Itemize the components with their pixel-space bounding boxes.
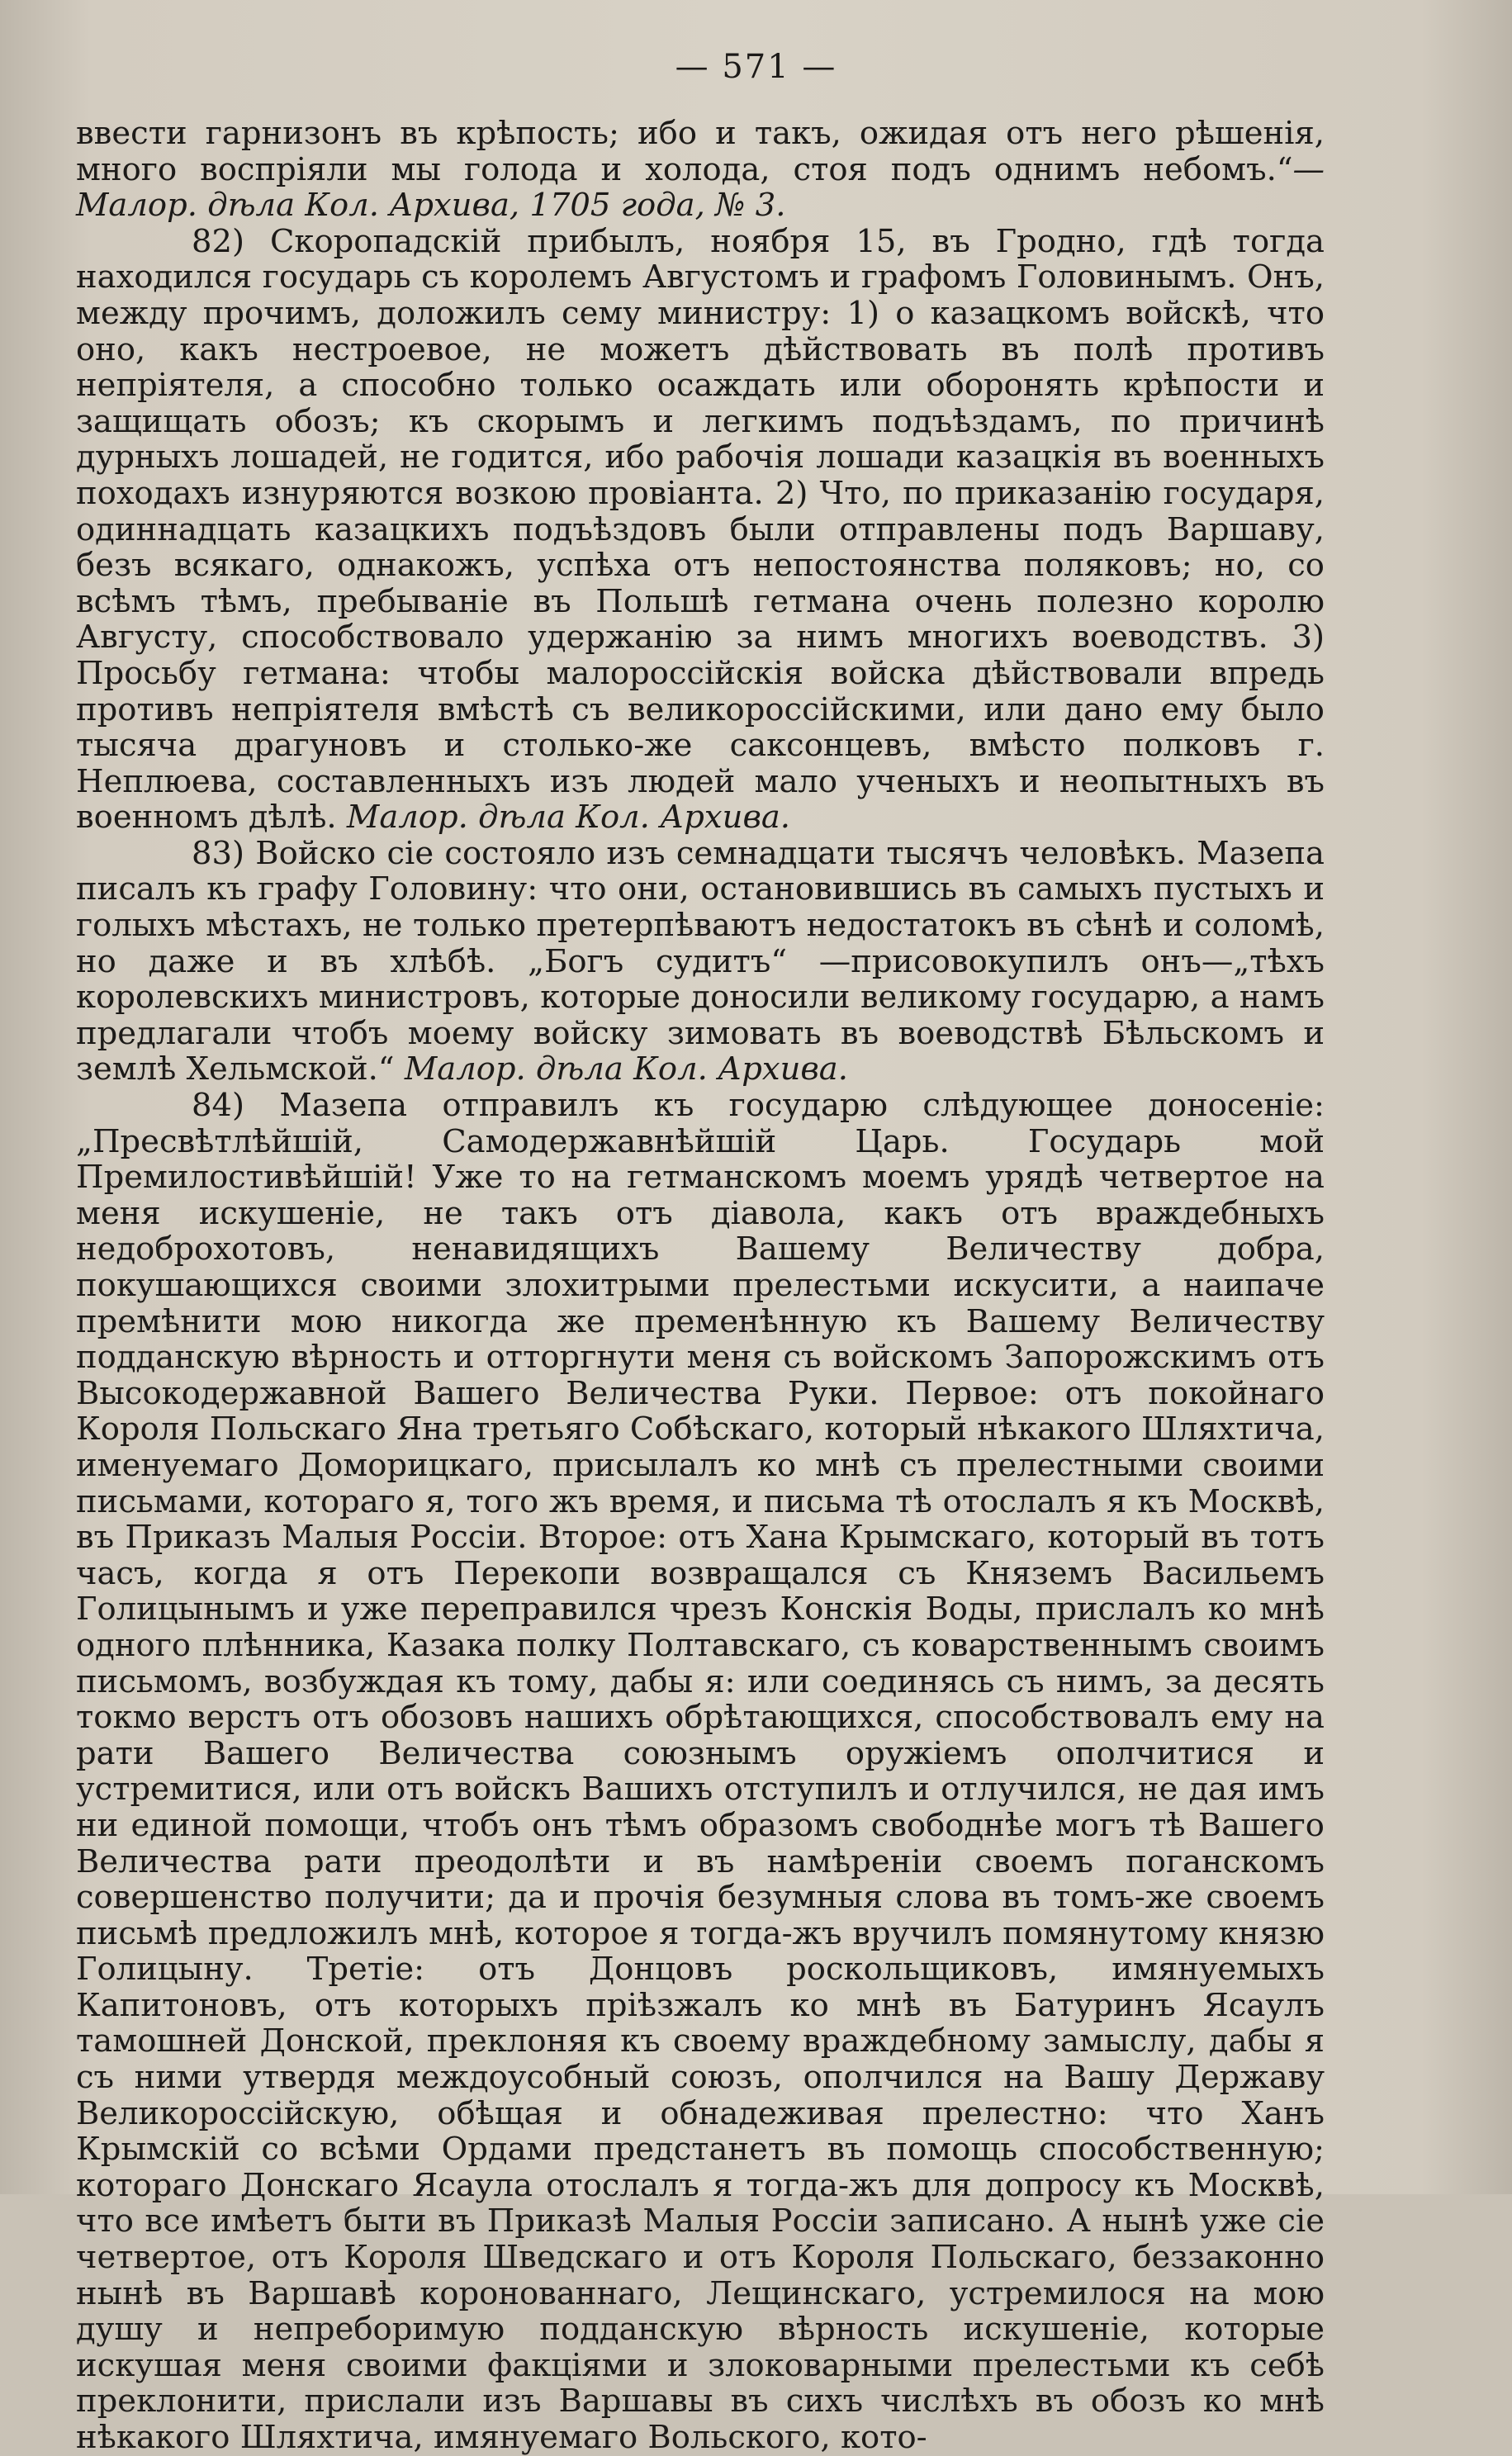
paragraph-82: [76, 224, 1325, 836]
paragraph-text: ввести гарнизонъ въ крѣпость; ибо и такъ, ожидая отъ него рѣшенія, много воспріяли мы голода и холода, стоя подъ однимъ небомъ.“: [76, 115, 1325, 188]
source-note: Малор. дѣла Кол. Архива.: [404, 1050, 848, 1088]
body-text: [76, 116, 1325, 2456]
page-number: — 571 —: [675, 48, 837, 86]
paragraph-text: 84) Мазепа отправилъ къ государю слѣдующее доносеніе: „Пресвѣтлѣйшій, Самодержавнѣйшій Царь. Государь мой Премилостивѣйшій! Уже то на гетманскомъ моемъ урядѣ четвертое на меня искушеніе, не такъ отъ діавола, какъ отъ враждебныхъ недоброхотовъ, ненавидящихъ Вашему Величеству добра, покушающихся своими злохитрыми прелестьми искусити, а наипаче премѣнити мою никогда же пременѣнную къ Вашему Величеству подданскую вѣрность и отторгнути меня съ войскомъ Запорожскимъ отъ Высокодержавной Вашего Величества Руки. Первое: отъ покойнаго Короля Польскаго Яна третьяго Собѣскаго, который нѣкакого Шляхтича, именуемаго Доморицкаго, присылалъ ко мнѣ съ прелестными своими письмами, котораго я, того жъ время, и письма тѣ отослалъ я къ Москвѣ, въ Приказъ Малыя Россіи. Второе: отъ Хана Крымскаго, который въ тотъ часъ, когда я отъ Перекопи возвращался съ Княземъ Васильемъ Голицынымъ и уже переправился чрезъ Конскія Воды, прислалъ ко мнѣ одного плѣнника, Казака полку Полтавскаго, съ коварственнымъ своимъ письмомъ, возбуждая къ тому, дабы я: или соединясь съ нимъ, за десять токмо верстъ отъ обозовъ нашихъ обрѣтающихся, способствовалъ ему на рати Вашего Величества союзнымъ оружіемъ ополчитися и устремитися, или отъ войскъ Вашихъ отступилъ и отлучился, не дая имъ ни единой помощи, чтобъ онъ тѣмъ образомъ свободнѣе могъ тѣ Вашего Величества рати преодолѣти и въ намѣреніи своемъ поганскомъ совершенство получити; да и прочія безумныя слова въ томъ-же своемъ письмѣ предложилъ мнѣ, которое я тогда-жъ вручилъ помянутому князю Голицыну. Третіе: отъ Донцовъ роскольщиковъ, имянуемыхъ Капитоновъ, отъ которыхъ пріѣзжалъ ко мнѣ въ Батуринъ Ясаулъ тамошней Донской, преклоняя къ своему враждебному замыслу, дабы я съ ними утвердя междоусобный союзъ, ополчился на Вашу Державу Великороссійскую, обѣщая и обнадеживая прелестно: что Ханъ Крымскій со всѣми Ордами предстанетъ въ помощь способственную; котораго Донскаго Ясаула отослалъ я тогда-жъ для допросу къ Москвѣ, что все имѣетъ быти въ Приказѣ Малыя Россіи записано. А нынѣ уже сіе четвертое, отъ Короля Шведскаго и отъ Короля Польскаго, беззаконно нынѣ въ Варшавѣ коронованнаго, Лещинскаго, устремилося на мою душу и непреборимую подданскую вѣрность искушеніе, которые искушая меня своими факціями и злоковарными прелестьми къ себѣ преклонити, прислали изъ Варшавы въ сихъ числѣхъ въ обозъ ко мнѣ нѣкакого Шляхтича, имянуемаго Вольского, кото-: [76, 1087, 1325, 2456]
paragraph-text: 83) Войско сіе состояло изъ семнадцати тысячъ человѣкъ. Мазепа писалъ къ графу Головину: что они, остановившись въ самыхъ пустыхъ и голыхъ мѣстахъ, не только претерпѣваютъ недостатокъ въ сѣнѣ и соломѣ, но даже и въ хлѣбѣ. „Богъ судитъ“ —присовокупилъ онъ—„тѣхъ королевскихъ министровъ, которые доносили великому государю, а намъ предлагали чтобъ моему войску зимовать въ воеводствѣ Бѣльскомъ и землѣ Хельмской.“: [76, 834, 1325, 1088]
source-note: Малор. дѣла Кол. Архива.: [346, 799, 791, 837]
paragraph-84: [76, 1088, 1325, 2456]
paragraph-continuation: [76, 116, 1325, 224]
source-note: —Малор. дѣла Кол. Архива, 1705 года, № 3.: [76, 150, 1325, 225]
paragraph-text: 82) Скоропадскій прибылъ, ноября 15, въ Гродно, гдѣ тогда находился государь съ королемъ Августомъ и графомъ Головинымъ. Онъ, между прочимъ, доложилъ сему министру: 1) о казацкомъ войскѣ, что оно, какъ нестроевое, не можетъ дѣйствовать въ полѣ противъ непріятеля, а способно только осаждать или оборонять крѣпости и защищать обозъ; къ скорымъ и легкимъ подъѣздамъ, по причинѣ дурныхъ лошадей, не годится, ибо рабочія лошади казацкія въ военныхъ походахъ изнуряются возкою провіанта. 2) Что, по приказанію государя, одиннадцать казацкихъ подъѣздовъ были отправлены подъ Варшаву, безъ всякаго, однакожъ, успѣха отъ непостоянства поляковъ; но, со всѣмъ тѣмъ, пребываніе въ Польшѣ гетмана очень полезно королю Августу, способствовало удержанію за нимъ многихъ воеводствъ. 3) Просьбу гетмана: чтобы малороссійскія войска дѣйствовали впредь противъ непріятеля вмѣстѣ съ великороссійскими, или дано ему было тысяча драгуновъ и столько-же саксонцевъ, вмѣсто полковъ г. Неплюева, составленныхъ изъ людей мало ученыхъ и неопытныхъ въ военномъ дѣлѣ.: [76, 222, 1325, 837]
paragraph-83: [76, 836, 1325, 1088]
